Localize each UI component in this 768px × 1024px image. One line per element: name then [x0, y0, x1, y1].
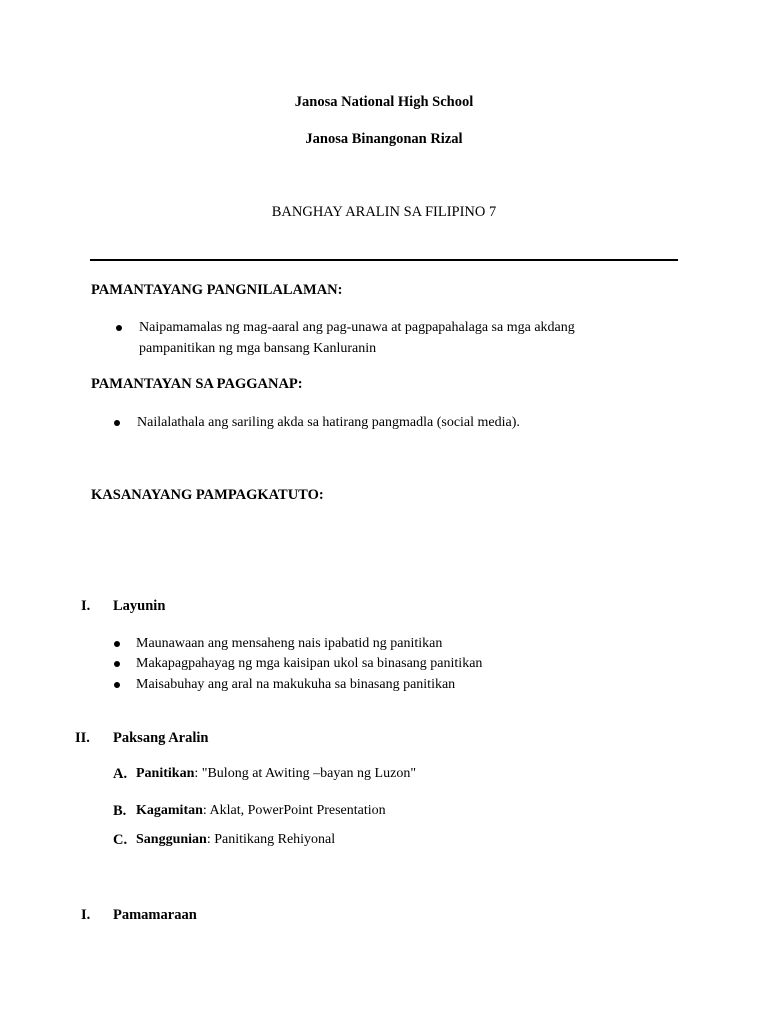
subject-item-value: : Panitikang Rehiyonal	[206, 832, 336, 847]
header-divider	[90, 259, 678, 261]
objectives-numeral: I.	[81, 598, 91, 614]
subject-item-kagamitan	[136, 803, 386, 819]
page-title: BANGHAY ARALIN SA FILIPINO 7	[271, 204, 497, 220]
competency-heading: KASANAYANG PAMPAGKATUTO:	[91, 487, 324, 503]
subject-matter-heading: Paksang Aralin	[113, 730, 209, 746]
subject-item-value: : Aklat, PowerPoint Presentation	[202, 803, 386, 818]
subject-item-panitikan	[136, 766, 416, 782]
objectives-heading: Layunin	[113, 598, 166, 614]
school-name: Janosa National High School	[294, 94, 474, 110]
subject-item-value: : "Bulong at Awiting –bayan ng Luzon"	[194, 766, 417, 781]
subject-item-letter: C.	[113, 832, 128, 848]
performance-standard-heading: PAMANTAYAN SA PAGGANAP:	[91, 376, 303, 392]
subject-item-letter: B.	[113, 803, 127, 819]
performance-standard-item: Nailalathala ang sariling akda sa hatirang pangmadla (social media).	[137, 415, 520, 430]
content-standard-heading: PAMANTAYANG PANGNILALAMAN:	[91, 282, 343, 298]
subject-item-sanggunian	[136, 832, 335, 848]
procedure-heading: Pamamaraan	[113, 907, 197, 923]
bullet-icon	[114, 641, 120, 647]
subject-item-label: Panitikan	[136, 766, 195, 781]
content-standard-line-1: Naipamamalas ng mag-aaral ang pag-unawa at pagpapahalaga sa mga akdang	[139, 320, 575, 335]
objective-item: Maisabuhay ang aral na makukuha sa binasang panitikan	[136, 677, 456, 692]
subject-matter-numeral: II.	[75, 730, 90, 746]
bullet-icon	[116, 325, 122, 331]
bullet-icon	[114, 682, 120, 688]
procedure-numeral: I.	[81, 907, 91, 923]
objective-item: Maunawaan ang mensaheng nais ipabatid ng panitikan	[136, 636, 443, 651]
content-standard-line-2: pampanitikan ng mga bansang Kanluranin	[139, 341, 377, 356]
school-address: Janosa Binangonan Rizal	[305, 131, 463, 147]
bullet-icon	[114, 661, 120, 667]
objective-item: Makapagpahayag ng mga kaisipan ukol sa binasang panitikan	[136, 656, 483, 671]
subject-item-label: Sanggunian	[136, 832, 207, 847]
bullet-icon	[114, 420, 120, 426]
subject-item-label: Kagamitan	[136, 803, 203, 818]
subject-item-letter: A.	[113, 766, 128, 782]
